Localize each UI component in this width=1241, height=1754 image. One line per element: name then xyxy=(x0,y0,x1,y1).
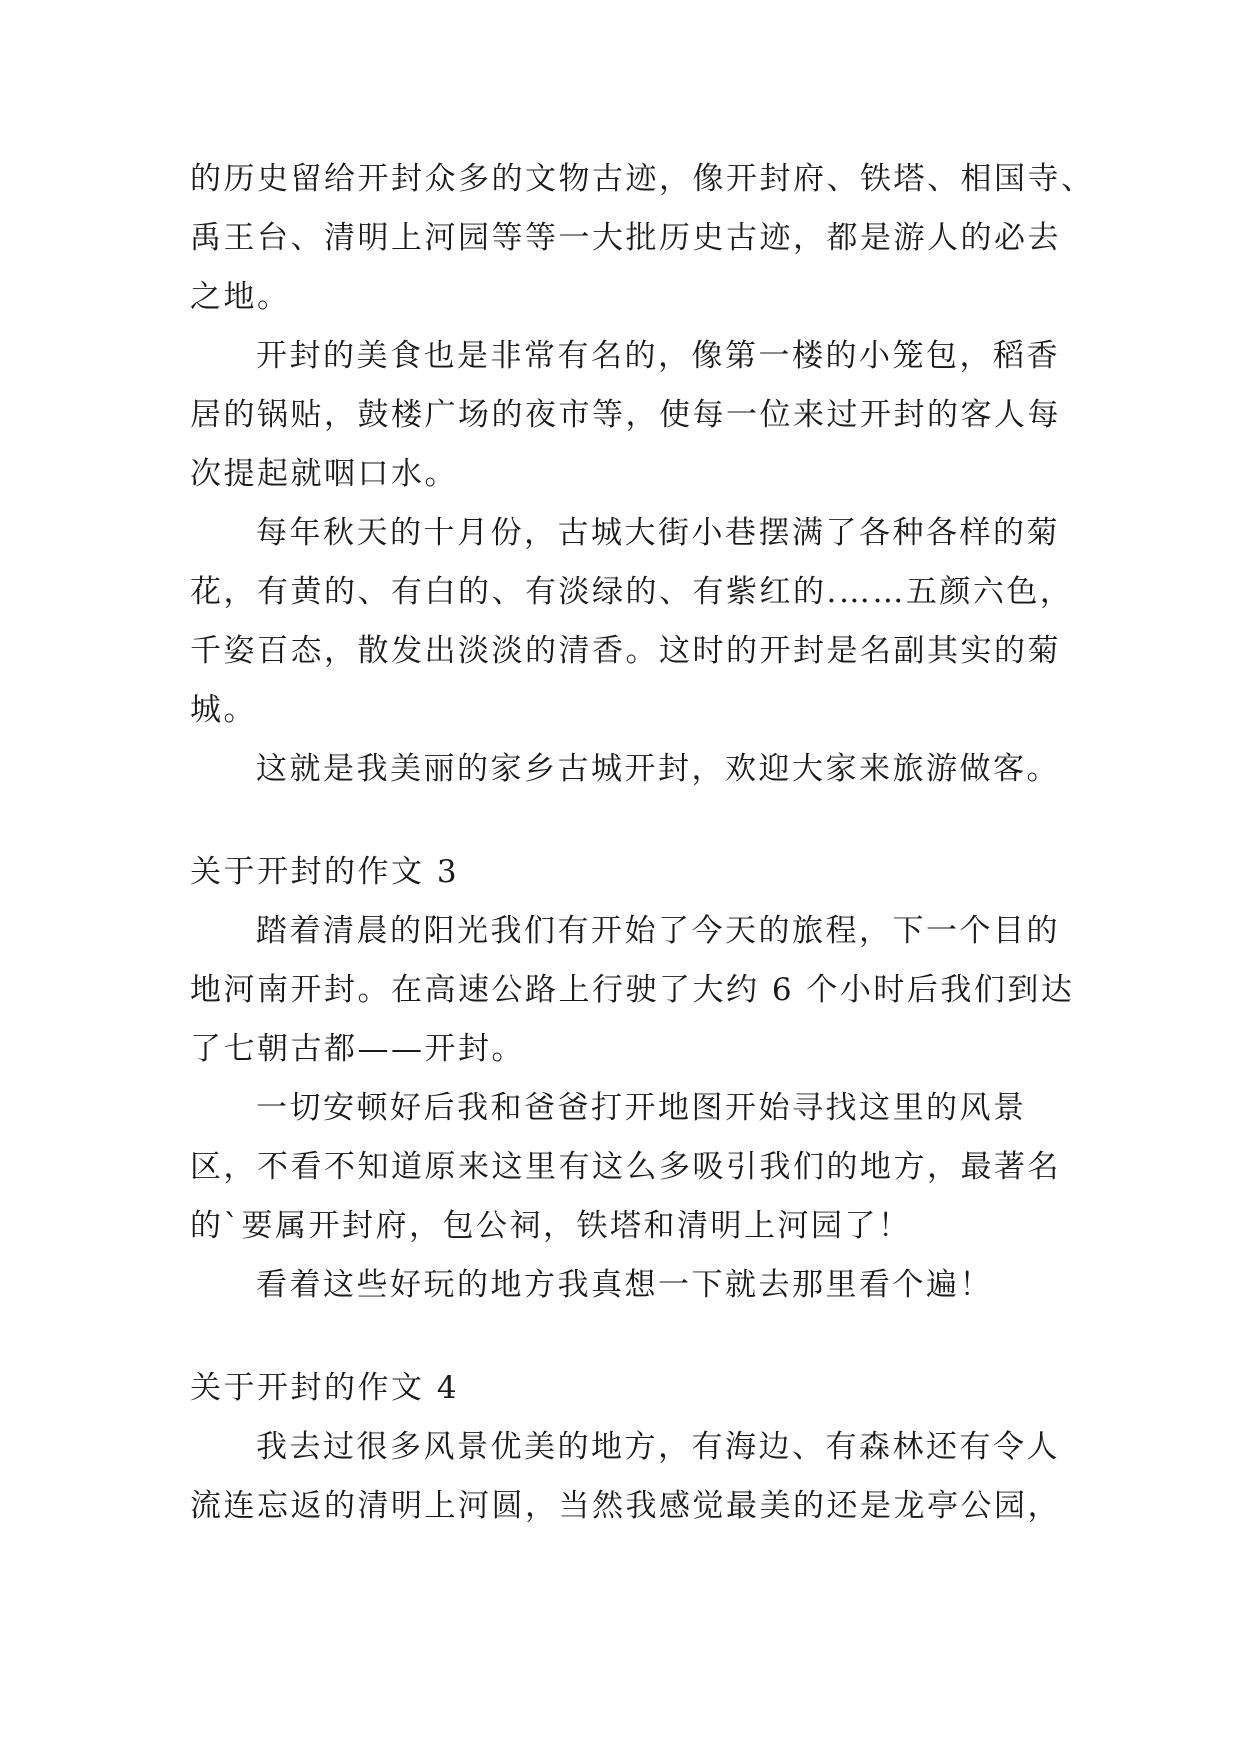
text-line: 踏着清晨的阳光我们有开始了今天的旅程，下一个目的 xyxy=(256,913,1060,949)
paragraph xyxy=(190,1256,1070,1315)
text-line: 我去过很多风景优美的地方，有海边、有森林还有令人 xyxy=(256,1429,1060,1465)
text-line: 区，不看不知道原来这里有这么多吸引我们的地方，最著名 xyxy=(190,1149,1061,1185)
text-line: 流连忘返的清明上河圆，当然我感觉最美的还是龙亭公园， xyxy=(190,1488,1061,1524)
text-line: 每年秋天的十月份，古城大街小巷摆满了各种各样的菊 xyxy=(256,515,1060,551)
text-line: 的历史留给开封众多的文物古迹，像开封府、铁塔、相国寺、 xyxy=(190,161,1095,197)
paragraph xyxy=(190,327,1070,504)
section-heading: 关于开封的作文 4 xyxy=(190,1370,460,1406)
text-line: 地河南开封。在高速公路上行驶了大约 6 个小时后我们到达 xyxy=(190,972,1075,1008)
text-line: 花，有黄的、有白的、有淡绿的、有紫红的.……五颜六色， xyxy=(190,574,1074,610)
text-line: 之地。 xyxy=(190,279,291,315)
section-heading: 关于开封的作文 3 xyxy=(190,854,460,890)
section-gap xyxy=(190,799,1070,843)
paragraph xyxy=(190,1418,1070,1536)
text-line: 次提起就咽口水。 xyxy=(190,456,458,492)
text-line: 的`要属开封府，包公祠，铁塔和清明上河园了！ xyxy=(190,1208,912,1244)
text-line: 这就是我美丽的家乡古城开封，欢迎大家来旅游做客。 xyxy=(256,751,1060,787)
paragraph xyxy=(190,1079,1070,1256)
paragraph xyxy=(190,150,1095,327)
text-line: 了七朝古都——开封。 xyxy=(190,1031,525,1067)
text-line: 禹王台、清明上河园等等一大批历史古迹，都是游人的必去 xyxy=(190,220,1061,256)
document-body xyxy=(190,150,1095,1536)
text-line: 城。 xyxy=(190,692,257,728)
section-gap xyxy=(190,1315,1070,1359)
text-line: 千姿百态，散发出淡淡的清香。这时的开封是名副其实的菊 xyxy=(190,633,1061,669)
paragraph xyxy=(190,740,1070,799)
paragraph xyxy=(190,504,1074,740)
text-line: 居的锅贴，鼓楼广场的夜市等，使每一位来过开封的客人每 xyxy=(190,397,1061,433)
text-line: 看着这些好玩的地方我真想一下就去那里看个遍！ xyxy=(256,1267,993,1303)
paragraph xyxy=(190,902,1075,1079)
text-line: 开封的美食也是非常有名的，像第一楼的小笼包，稻香 xyxy=(256,338,1060,374)
text-line: 一切安顿好后我和爸爸打开地图开始寻找这里的风景 xyxy=(256,1090,1027,1126)
